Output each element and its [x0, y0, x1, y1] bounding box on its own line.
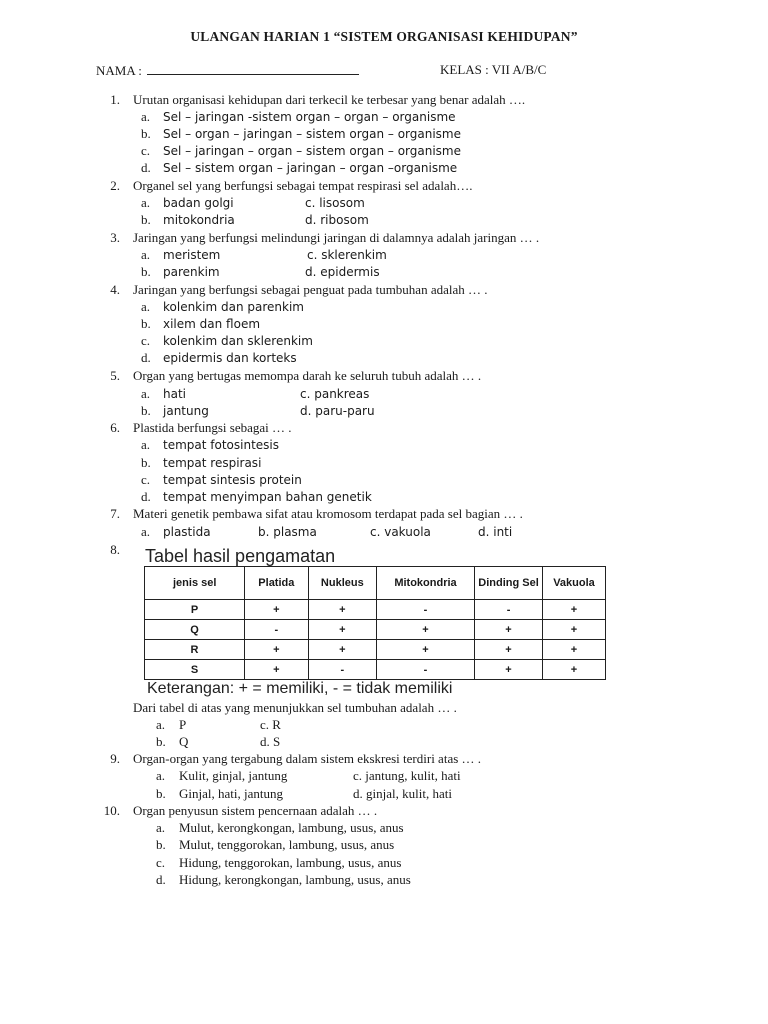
option-letter: d.: [141, 489, 151, 504]
option-text: P: [179, 717, 187, 732]
option-letter: d.: [156, 872, 166, 887]
table-cell: +: [376, 620, 474, 640]
option-text: Q: [179, 734, 189, 749]
table-cell: +: [308, 600, 376, 620]
table-cell: -: [308, 660, 376, 680]
option-letter: a.: [156, 820, 166, 835]
option-text: kolenkim dan parenkim: [163, 300, 304, 314]
option-letter: c.: [141, 472, 151, 487]
option-text: Sel – organ – jaringan – sistem organ – organisme: [163, 127, 461, 141]
option-letter: a.: [156, 768, 166, 783]
option-text: Sel – jaringan -sistem organ – organ – organisme: [163, 110, 456, 124]
option-text: tempat sintesis protein: [163, 473, 302, 487]
option-letter: d.: [141, 160, 151, 175]
option-text: xilem dan floem: [163, 317, 261, 331]
table-title: Tabel hasil pengamatan: [145, 546, 336, 566]
table-cell: +: [542, 600, 605, 620]
option-text: badan golgi: [163, 196, 234, 210]
option-letter: b.: [141, 403, 151, 418]
table-header: Vakuola: [542, 567, 605, 600]
option-text: c. lisosom: [305, 196, 365, 210]
observation-table: [144, 566, 606, 680]
option-text: parenkim: [163, 265, 220, 279]
option-letter: a.: [141, 524, 151, 539]
option-text: mitokondria: [163, 213, 235, 227]
kelas-label: KELAS : VII A/B/C: [440, 62, 547, 77]
option-text: b. plasma: [258, 525, 317, 539]
option-text: d. epidermis: [305, 265, 380, 279]
question-number: 3.: [110, 230, 120, 245]
option-text: tempat fotosintesis: [163, 438, 279, 452]
question-text: Organ penyusun sistem pencernaan adalah … .: [133, 803, 378, 818]
table-row: [145, 640, 606, 660]
question-text: Plastida berfungsi sebagai … .: [133, 420, 292, 435]
option-letter: c.: [141, 143, 151, 158]
option-text: hati: [163, 387, 186, 401]
question-number: 8.: [110, 542, 120, 557]
question-text: Materi genetik pembawa sifat atau kromosom terdapat pada sel bagian … .: [133, 506, 523, 521]
question-text: Jaringan yang berfungsi melindungi jaringan di dalamnya adalah jaringan … .: [133, 230, 540, 245]
table-note: Keterangan: + = memiliki, - = tidak memiliki: [147, 680, 453, 697]
table-cell: +: [308, 620, 376, 640]
question-number: 7.: [110, 506, 120, 521]
option-text: c. vakuola: [370, 525, 431, 539]
option-letter: a.: [156, 717, 166, 732]
question-text: Urutan organisasi kehidupan dari terkecil ke terbesar yang benar adalah ….: [133, 92, 526, 107]
table-cell: -: [376, 660, 474, 680]
option-text: epidermis dan korteks: [163, 351, 297, 365]
option-text: d. S: [260, 734, 281, 749]
option-letter: a.: [141, 247, 151, 262]
option-text: d. ginjal, kulit, hati: [353, 786, 452, 801]
table-header: Mitokondria: [376, 567, 474, 600]
option-letter: a.: [141, 437, 151, 452]
option-text: d. inti: [478, 525, 513, 539]
table-row: [145, 660, 606, 680]
table-header: jenis sel: [145, 567, 245, 600]
option-letter: c.: [141, 333, 151, 348]
option-text: tempat menyimpan bahan genetik: [163, 490, 372, 504]
option-letter: b.: [141, 212, 151, 227]
table-cell: Q: [145, 620, 245, 640]
table-cell: +: [475, 620, 543, 640]
option-text: c. R: [260, 717, 281, 732]
option-text: d. paru-paru: [300, 404, 375, 418]
table-header: Platida: [244, 567, 308, 600]
table-cell: S: [145, 660, 245, 680]
table-header: Dinding Sel: [475, 567, 543, 600]
question-text: Organ-organ yang tergabung dalam sistem ekskresi terdiri atas … .: [133, 751, 482, 766]
nama-label: NAMA :: [96, 63, 142, 78]
option-text: meristem: [163, 248, 221, 262]
nama-blank-line[interactable]: [147, 62, 359, 75]
option-letter: b.: [141, 126, 151, 141]
option-text: c. jantung, kulit, hati: [353, 768, 461, 783]
table-cell: -: [376, 600, 474, 620]
question-number: 5.: [110, 368, 120, 383]
table-cell: +: [542, 640, 605, 660]
option-text: Mulut, tenggorokan, lambung, usus, anus: [179, 837, 395, 852]
option-text: Kulit, ginjal, jantung: [179, 768, 288, 783]
table-cell: P: [145, 600, 245, 620]
option-letter: a.: [141, 195, 151, 210]
option-text: Hidung, kerongkongan, lambung, usus, anus: [179, 872, 411, 887]
option-letter: b.: [156, 734, 166, 749]
question-number: 10.: [103, 803, 120, 818]
table-cell: -: [475, 600, 543, 620]
table-cell: +: [308, 640, 376, 660]
question-text: Organ yang bertugas memompa darah ke seluruh tubuh adalah … .: [133, 368, 482, 383]
option-letter: a.: [141, 299, 151, 314]
table-header-row: [145, 567, 606, 600]
question-text: Dari tabel di atas yang menunjukkan sel tumbuhan adalah … .: [133, 700, 457, 715]
page-title: ULANGAN HARIAN 1 “SISTEM ORGANISASI KEHIDUPAN”: [190, 29, 578, 44]
option-text: d. ribosom: [305, 213, 369, 227]
option-letter: a.: [141, 109, 151, 124]
table-cell: +: [244, 660, 308, 680]
table-cell: -: [244, 620, 308, 640]
option-letter: b.: [156, 786, 166, 801]
table-cell: +: [542, 620, 605, 640]
option-text: Sel – sistem organ – jaringan – organ –organisme: [163, 161, 458, 175]
question-number: 1.: [110, 92, 120, 107]
table-cell: R: [145, 640, 245, 660]
option-letter: b.: [156, 837, 166, 852]
option-text: Mulut, kerongkongan, lambung, usus, anus: [179, 820, 404, 835]
table-cell: +: [376, 640, 474, 660]
table-cell: +: [542, 660, 605, 680]
option-letter: b.: [141, 264, 151, 279]
nama-row: [96, 62, 359, 79]
option-letter: d.: [141, 350, 151, 365]
option-text: Hidung, tenggorokan, lambung, usus, anus: [179, 855, 402, 870]
table-cell: +: [244, 640, 308, 660]
table-row: [145, 620, 606, 640]
table-row: [145, 600, 606, 620]
table-cell: +: [244, 600, 308, 620]
question-number: 2.: [110, 178, 120, 193]
option-text: jantung: [163, 404, 209, 418]
option-letter: a.: [141, 386, 151, 401]
option-text: Sel – jaringan – organ – sistem organ – organisme: [163, 144, 461, 158]
option-letter: b.: [141, 316, 151, 331]
question-number: 6.: [110, 420, 120, 435]
table-cell: +: [475, 660, 543, 680]
question-text: Jaringan yang berfungsi sebagai penguat pada tumbuhan adalah … .: [133, 282, 488, 297]
question-number: 4.: [110, 282, 120, 297]
option-letter: c.: [156, 855, 166, 870]
option-text: plastida: [163, 525, 211, 539]
option-text: c. sklerenkim: [307, 248, 387, 262]
table-cell: +: [475, 640, 543, 660]
option-text: c. pankreas: [300, 387, 370, 401]
option-text: tempat respirasi: [163, 456, 262, 470]
option-letter: b.: [141, 455, 151, 470]
option-text: kolenkim dan sklerenkim: [163, 334, 313, 348]
question-number: 9.: [110, 751, 120, 766]
table-header: Nukleus: [308, 567, 376, 600]
question-text: Organel sel yang berfungsi sebagai tempat respirasi sel adalah….: [133, 178, 473, 193]
option-text: Ginjal, hati, jantung: [179, 786, 283, 801]
